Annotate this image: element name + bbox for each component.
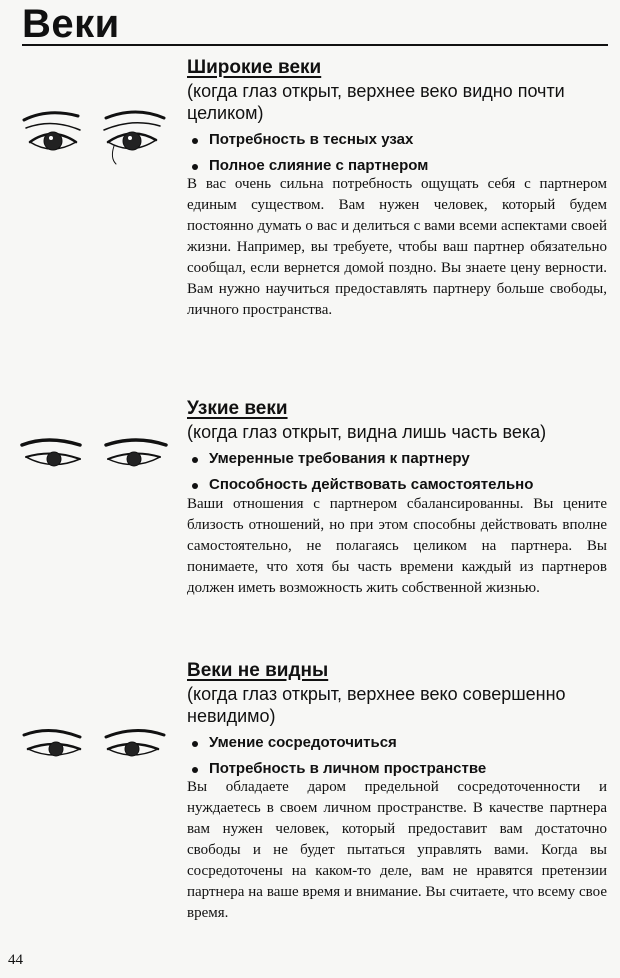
bullet-list	[187, 127, 607, 179]
section-body: Вы обладаете даром предельной сосредоточенности и нуждаетесь в своем личном пространстве. В качестве партнера вам нужен человек, который предоставит вам достаточно свободы и не будет пытаться управлять вами. Когда вы сосредоточены на каком-то деле, вам не нравятся претензии партнера на ваше время и внимание. Вы считаете, что всему свое время.	[187, 779, 607, 921]
bullet-item: Умеренные требования к партнеру	[187, 446, 607, 472]
bullet-list	[187, 446, 607, 498]
bullet-item: Умение сосредоточиться	[187, 730, 607, 756]
page-number: 44	[8, 952, 23, 968]
page-title: Веки	[22, 2, 120, 46]
section-heading: Узкие веки	[187, 398, 288, 419]
bullet-list	[187, 730, 607, 782]
section-subtitle: (когда глаз открыт, видна лишь часть века)	[187, 422, 547, 442]
wide-eyelids-eyes-illustration	[18, 106, 170, 168]
section-heading: Веки не видны	[187, 660, 329, 681]
bullet-item: Способность действовать самостоятельно	[187, 472, 607, 498]
section-heading: Широкие веки	[187, 57, 322, 78]
section-body: Ваши отношения с партнером сбалансированны. Вы цените близость отношений, но при этом способны действовать вполне самостоятельно, не полагаясь целиком на партнера. Вы понимаете, что хотя бы часть времени каждый из партнеров должен иметь возможность жить собственной жизнью.	[187, 496, 607, 596]
bullet-item: Потребность в личном пространстве	[187, 756, 607, 782]
title-rule	[22, 44, 608, 46]
section-subtitle: (когда глаз открыт, верхнее веко видно почти целиком)	[187, 81, 565, 123]
bullet-item: Потребность в тесных узах	[187, 127, 607, 153]
narrow-eyelids-eyes-illustration	[18, 435, 170, 483]
section-body: В вас очень сильна потребность ощущать себя с партнером единым существом. Вам нужен человек, который будем постоянно думать о вас и делиться с вами всеми аспектами своей жизни. Например, вы требуете, чтобы ваш партнер обязательно сообщал, если вернется домой поздно. Вы знаете цену верности. Вам нужно научиться предоставлять партнеру больше свободы, личного пространства.	[187, 176, 607, 318]
section-subtitle: (когда глаз открыт, верхнее веко совершенно невидимо)	[187, 684, 566, 726]
bullet-item: Полное слияние с партнером	[187, 153, 607, 179]
hidden-eyelids-eyes-illustration	[18, 725, 170, 769]
